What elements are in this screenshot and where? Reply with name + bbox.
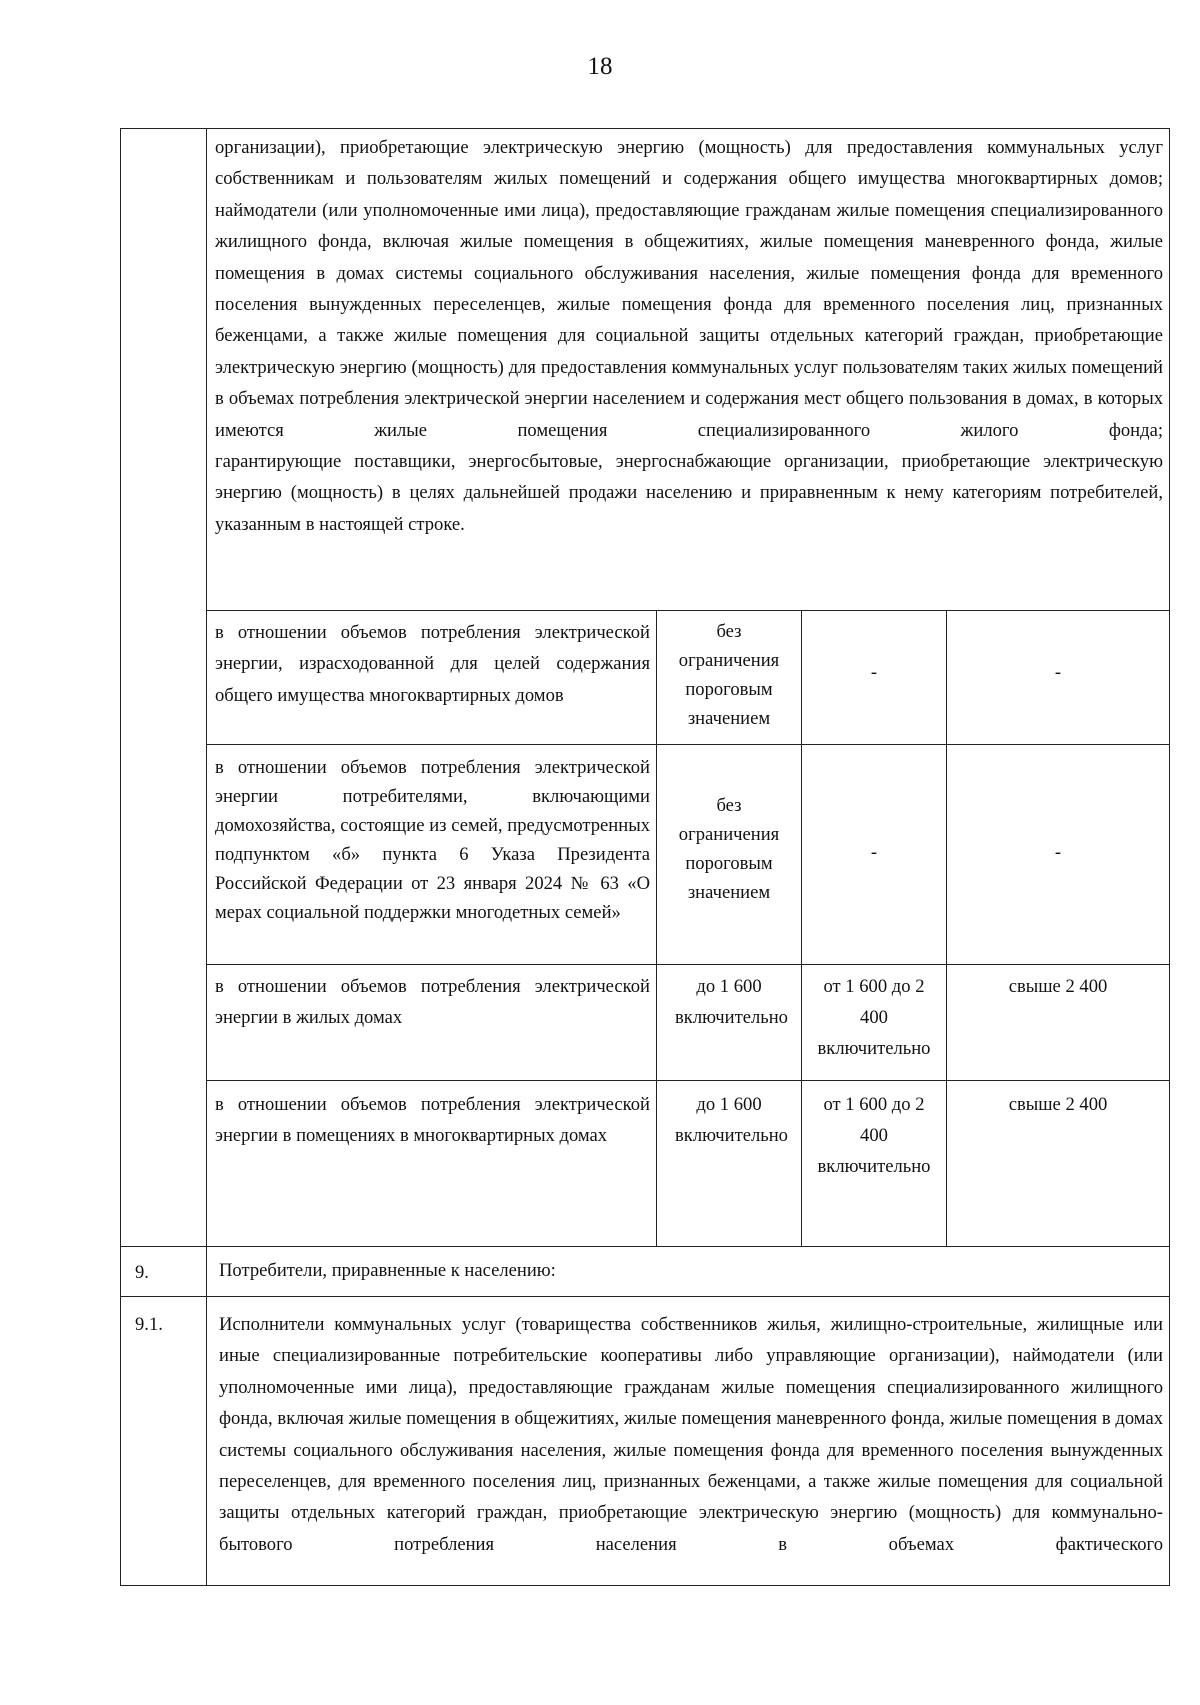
section-number: 9.1.: [120, 1296, 206, 1586]
section-title: Потребители, приравненные к населению:: [206, 1246, 1170, 1296]
empty-number-cell: [120, 128, 206, 1246]
volume-description: в отношении объемов потребления электрической энергии потребителями, включающими домохозяйства, состоящие из семей, предусмотренных подпунктом «б» пункта 6 Указа Президента Российской Федерации от 23 января 2024 № 63 «О мерах социальной поддержки многодетных семей»: [206, 744, 656, 964]
range-1-value: без ограничения пороговым значением: [656, 744, 801, 964]
range-3-value: свыше 2 400: [946, 964, 1170, 1080]
range-3-value: свыше 2 400: [946, 1080, 1170, 1246]
range-2-value: от 1 600 до 2 400 включительно: [801, 1080, 946, 1246]
page-number: 18: [587, 53, 613, 80]
range-3-value: -: [946, 744, 1170, 964]
consumer-description-cell: [206, 128, 1170, 610]
paragraph: организации), приобретающие электрическую энергию (мощность) для предоставления коммунальных услуг собственникам и пользователям жилых помещений и содержания общего имущества многоквартирных домов;: [215, 137, 1163, 190]
volume-description: в отношении объемов потребления электрической энергии в жилых домах: [206, 964, 656, 1080]
range-1-value: до 1 600 включительно: [656, 964, 801, 1080]
range-2-value: от 1 600 до 2 400 включительно: [801, 964, 946, 1080]
range-2-value: -: [801, 610, 946, 744]
range-1-value: до 1 600 включительно: [656, 1080, 801, 1246]
section-text: Исполнители коммунальных услуг (товарищества собственников жилья, жилищно-строительные, жилищные или иные специализированные потребительские кооперативы либо управляющие организации), наймодатели (или уполномоченные ими лица), предоставляющие гражданам жилые помещения специализированного жилищного фонда, включая жилые помещения в общежитиях, жилые помещения маневренного фонда, жилые помещения в домах системы социального обслуживания населения, жилые помещения фонда для временного поселения вынужденных переселенцев, для временного поселения лиц, признанных беженцами, а также жилые помещения для социальной защиты отдельных категорий граждан, приобретающие электрическую энергию (мощность) для коммунально-бытового потребления населения в объемах фактического: [206, 1296, 1170, 1586]
range-3-value: -: [946, 610, 1170, 744]
range-1-value: без ограничения пороговым значением: [656, 610, 801, 744]
range-2-value: -: [801, 744, 946, 964]
volume-description: в отношении объемов потребления электрической энергии в помещениях в многоквартирных домах: [206, 1080, 656, 1246]
paragraph: наймодатели (или уполномоченные ими лица), предоставляющие гражданам жилые помещения специализированного жилищного фонда, включая жилые помещения в общежитиях, жилые помещения маневренного фонда, жилые помещения в домах системы социального обслуживания населения, жилые помещения фонда для временного поселения вынужденных переселенцев, жилые помещения фонда для временного поселения лиц, признанных беженцами, а также жилые помещения для социальной защиты отдельных категорий граждан, приобретающие электрическую энергию (мощность) для предоставления коммунальных услуг пользователям таких жилых помещений в объемах потребления электрической энергии населением и содержания мест общего пользования в домах, в которых имеются жилые помещения специализированного жилого фонда;: [215, 199, 1163, 441]
volume-description: в отношении объемов потребления электрической энергии, израсходованной для целей содержания общего имущества многоквартирных домов: [206, 610, 656, 744]
tariff-table: [120, 128, 1170, 1588]
paragraph: гарантирующие поставщики, энергосбытовые, энергоснабжающие организации, приобретающие электрическую энергию (мощность) в целях дальнейшей продажи населению и приравненным к нему категориям потребителей, указанным в настоящей строке.: [215, 451, 1163, 535]
section-number: 9.: [120, 1246, 206, 1296]
